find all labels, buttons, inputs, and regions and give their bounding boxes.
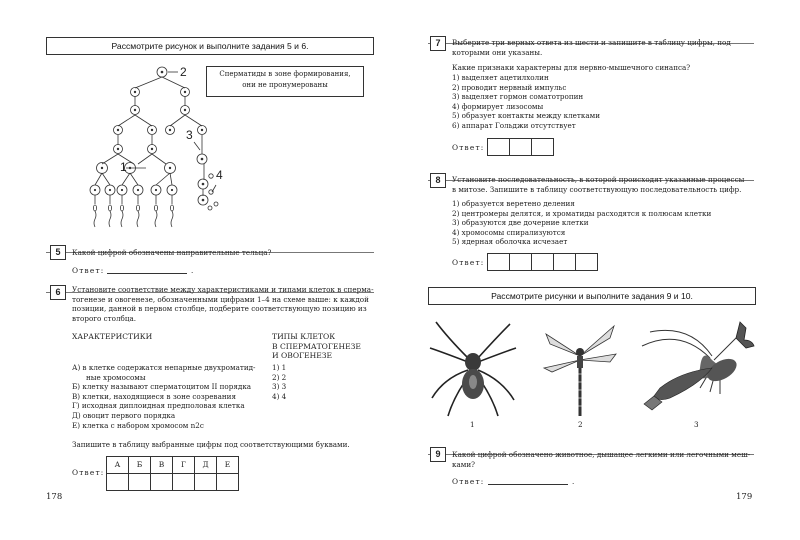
q8-answer-cell-4[interactable]: [553, 253, 576, 271]
figure-note-box: [206, 66, 364, 97]
q6-item: Б) клетку называют сперматоцитом II порядка: [72, 382, 252, 392]
q6-answer-cell-a[interactable]: [106, 473, 129, 491]
q7-text-line: Выберите три верных ответа из шести и запишите в таблицу цифры, под: [452, 38, 731, 47]
q8-option: 4) хромосомы спирализуются: [452, 227, 566, 237]
q9-text: [452, 450, 750, 469]
q6-col2-header-line: ТИПЫ КЛЕТОК: [272, 332, 336, 341]
q9-text-line: ками?: [452, 459, 476, 469]
q7-option: 5) образует контакты между клетками: [452, 111, 601, 121]
q8-answer-cell-3[interactable]: [531, 253, 554, 271]
q6-item: Е) клетка с набором хромосом n2c: [72, 420, 204, 430]
q6-item: Г) исходная диплоидная предполовая клетка: [72, 401, 245, 411]
q8-options-list: [452, 199, 711, 247]
q6-text-line: тогенезе и овогенезе, обозначенными цифрами 1–4 на схеме выше: к каждой: [72, 294, 369, 304]
q9-answer-field[interactable]: [488, 484, 568, 485]
animal-label-2: 2: [578, 420, 583, 429]
q6-options-list: [272, 363, 286, 401]
q7-option: 1) выделяет ацетилхолин: [452, 73, 549, 82]
q6-text-line: позиции, данной в первом столбце, подберите соответствующую позицию из: [72, 304, 367, 314]
q6-option: 4) 4: [272, 391, 287, 401]
q6-answer-cell-b[interactable]: [128, 473, 151, 491]
q5-number: 5: [50, 245, 66, 260]
q8-option: 5) ядерная оболочка исчезает: [452, 237, 568, 247]
spider-image: [428, 318, 518, 418]
figure-label-2: 2: [180, 65, 187, 79]
q7-answer-label: Ответ:: [452, 143, 485, 152]
q6-option: 3) 3: [272, 382, 287, 392]
right-page-number: 179: [736, 492, 753, 502]
q5-text: Какой цифрой обозначены направительные тельца?: [72, 248, 272, 257]
figure-label-1: 1: [120, 160, 127, 174]
q7-option: 3) выделяет гормон соматотропин: [452, 92, 584, 102]
q6-col2-header: [272, 332, 361, 361]
q6-col2-header-line: И ОВОГЕНЕЗЕ: [272, 351, 333, 361]
q5-answer-label: Ответ:: [72, 266, 105, 275]
q9-number: 9: [430, 447, 446, 462]
figure-label-4: 4: [216, 168, 223, 182]
q8-answer-cell-5[interactable]: [575, 253, 598, 271]
q8-text: [452, 175, 744, 194]
q7-answer-cell-1[interactable]: [487, 138, 510, 156]
q6-characteristics-list: [72, 363, 255, 430]
q6-table-letter-e: Е: [216, 456, 239, 474]
q6-table-letter-a: А: [106, 456, 129, 474]
q7-number: 7: [430, 36, 446, 51]
q6-table-letter-v: В: [150, 456, 173, 474]
q6-number: 6: [50, 285, 66, 300]
figure-note-line-2: они не пронумерованы: [242, 81, 328, 89]
q8-option: 1) образуется веретено деления: [452, 199, 575, 208]
q8-answer-label: Ответ:: [452, 258, 485, 267]
q7-text: [452, 38, 731, 57]
q7-option: 2) проводит нервный импульс: [452, 82, 567, 92]
q6-option: 1) 1: [272, 363, 287, 372]
left-page-number: 178: [46, 492, 63, 502]
q7-option: 6) аппарат Гольджи отсутствует: [452, 120, 576, 130]
q6-text-line: Установите соответствие между характеристиками и типами клеток в сперма-: [72, 285, 374, 294]
q8-number: 8: [430, 173, 446, 188]
q8-option: 2) центромеры делятся, и хроматиды расходятся к полюсам клетки: [452, 208, 712, 218]
q9-answer-end: .: [572, 477, 575, 486]
q5-answer-field[interactable]: [107, 273, 187, 274]
q6-answer-cell-e[interactable]: [216, 473, 239, 491]
q6-item: В) клетки, находящиеся в зоне созревания: [72, 391, 236, 401]
left-section-header: Рассмотрите рисунок и выполните задания 5 и 6.: [46, 37, 374, 55]
q8-option: 3) образуются две дочерние клетки: [452, 218, 589, 228]
q6-text-line: второго столбца.: [72, 313, 137, 323]
q7-answer-cell-3[interactable]: [531, 138, 554, 156]
q6-answer-label: Ответ:: [72, 468, 105, 477]
q7-text-line: которыми они указаны.: [452, 47, 543, 57]
dragonfly-image: [540, 322, 620, 418]
q6-table-letter-b: Б: [128, 456, 151, 474]
figure-label-3: 3: [186, 128, 193, 142]
q6-item: Д) овоцит первого порядка: [72, 410, 176, 420]
q8-text-line: в митозе. Запишите в таблицу соответствующую последовательность цифр.: [452, 184, 742, 194]
q7-option: 4) формирует лизосомы: [452, 101, 544, 111]
q6-instruction: Запишите в таблицу выбранные цифры под соответствующими буквами.: [72, 440, 350, 449]
q9-answer-label: Ответ:: [452, 477, 485, 486]
q9-text-line: Какой цифрой обозначено животное, дышащее легкими или легочными меш-: [452, 450, 751, 459]
q6-text: [72, 285, 374, 323]
right-section-header: Рассмотрите рисунки и выполните задания 9 и 10.: [428, 287, 756, 305]
q7-question: Какие признаки характерны для нервно-мышечного синапса?: [452, 63, 691, 72]
q7-answer-cell-2[interactable]: [509, 138, 532, 156]
q6-col1-header: ХАРАКТЕРИСТИКИ: [72, 332, 153, 341]
q6-answer-cell-g[interactable]: [172, 473, 195, 491]
q6-option: 2) 2: [272, 372, 287, 382]
figure-note-line-1: Сперматиды в зоне формирования,: [219, 70, 351, 78]
q5-answer-end: .: [191, 266, 194, 275]
q6-answer-cell-v[interactable]: [150, 473, 173, 491]
q8-text-line: Установите последовательность, в которой происходят указанные процессы: [452, 175, 745, 184]
q6-answer-cell-d[interactable]: [194, 473, 217, 491]
q6-table-letter-g: Г: [172, 456, 195, 474]
q8-answer-cell-2[interactable]: [509, 253, 532, 271]
animal-label-1: 1: [470, 420, 475, 429]
q8-answer-cell-1[interactable]: [487, 253, 510, 271]
crayfish-image: [640, 318, 758, 418]
animal-label-3: 3: [694, 420, 699, 429]
q7-options-list: [452, 73, 600, 131]
q6-col2-header-line: В СПЕРМАТОГЕНЕЗЕ: [272, 341, 361, 351]
q6-item: А) в клетке содержатся непарные двухроматид-: [72, 363, 256, 372]
q6-item: ные хромосомы: [86, 372, 146, 382]
q6-table-letter-d: Д: [194, 456, 217, 474]
